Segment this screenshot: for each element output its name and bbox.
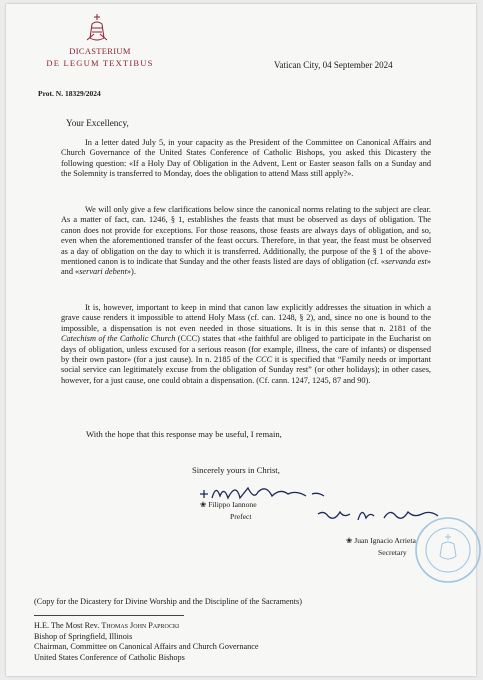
- paragraph-1: In a letter dated July 5, in your capacity as the President of the Committee on Canonical Affairs and Church Governance of the United States Conference of Catholic Bishops, you asked this Dicastery the following question: «If a Holy Day of Obligation in the Advent, Lent or Easter season falls on a Sunday and the Solemnity is transferred to Monday, does the obligation to attend Mass still apply?».: [61, 138, 431, 179]
- addressee-block: [34, 621, 259, 663]
- addressee-line-2: Bishop of Springfield, Illinois: [34, 631, 133, 641]
- signatory-2-name: ❀ Juan Ignacio Arrieta: [346, 536, 416, 545]
- letterhead-line2: DE LEGUM TEXTIBUS: [46, 58, 154, 68]
- closing-line: With the hope that this response may be useful, I remain,: [86, 429, 282, 439]
- addressee-line-4: United States Conference of Catholic Bishops: [34, 652, 185, 662]
- letterhead-line1: DICASTERIUM: [69, 46, 131, 56]
- letter-page: [6, 4, 476, 676]
- addressee-line-3: Chairman, Committee on Canonical Affairs and Church Governance: [34, 642, 259, 652]
- dicastery-stamp: [412, 514, 483, 586]
- salutation: Your Excellency,: [66, 118, 129, 128]
- signatory-1-title: Prefect: [230, 512, 252, 521]
- addressee-line-1: H.E. The Most Rev. Thomas John Paprocki: [34, 621, 180, 630]
- paragraph-2: We will only give a few clarifications below since the canonical norms relating to the subject are clear. As a matter of fact, can. 1246, § 1, establishes the feasts that must be observed as days of obligation. The canon does not provide for exceptions. For those reasons, those feasts are always days of obligation, and so, even when the aforementioned transfer of the feast occurs. Therefore, in that year, the feast must be observed as a day of obligation on the day to which it is transferred. Additionally, the purpose of the § 1 of the above-mentioned canon is to indicate that Sunday and the other feasts listed are days of obligation (cf. «servanda est» and «servari debent»).: [61, 205, 431, 277]
- paragraph-3: It is, however, important to keep in mind that canon law explicitly addresses the situation in which a grave cause renders it impossible to attend Holy Mass (cf. can. 1248, § 2), and, since no one is bound to the impossible, a dispensation is not even needed in those situations. It is in this sense that n. 2181 of the Catechism of the Catholic Church (CCC) states that «the faithful are obliged to participate in the Eucharist on days of obligation, unless excused for a serious reason (for example, illness, the care of infants) or dispensed by their own pastor» (for a just cause). In n. 2185 of the CCC it is specified that “Family needs or important social service can legitimately excuse from the obligation of Sunday rest” (or other holidays); in other cases, however, for a just cause, one could obtain a dispensation. (Cf. cann. 1247, 1245, 87 and 90).: [61, 303, 432, 385]
- signatory-1-name: ❀ Filippo Iannone: [200, 500, 257, 509]
- protocol-number: Prot. N. 18329/2024: [38, 89, 101, 98]
- copy-note: (Copy for the Dicastery for Divine Worship and the Discipline of the Sacraments): [34, 597, 302, 606]
- signatory-2-title: Secretary: [378, 548, 407, 557]
- place-date: Vatican City, 04 September 2024: [274, 60, 393, 70]
- sincerely-line: Sincerely yours in Christ,: [192, 465, 280, 475]
- divider: [34, 615, 184, 616]
- papal-crest-icon: [82, 12, 112, 44]
